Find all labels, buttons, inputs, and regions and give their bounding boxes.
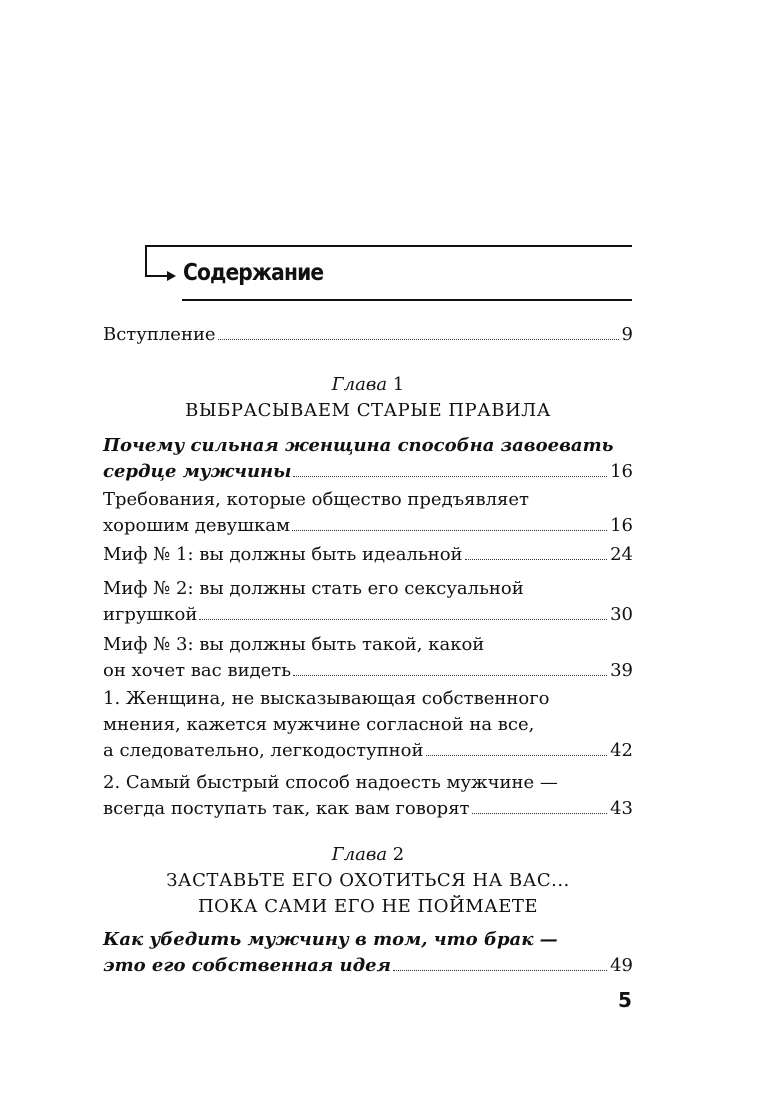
toc-entry-text: Вступление — [103, 324, 216, 345]
toc-page-number: 24 — [610, 544, 633, 565]
leader-dots — [199, 619, 607, 620]
toc-entry: Требования, которые общество предъявляет хорошим девушкам 16 — [103, 487, 633, 539]
chapter-title: ПОКА САМИ ЕГО НЕ ПОЙМАЕТЕ — [197, 896, 539, 917]
leader-dots — [293, 476, 607, 477]
toc-entry: Миф № 3: вы должны быть такой, какой он хочет вас видеть 39 — [103, 632, 633, 684]
toc-entry: Как убедить мужчину в том, что брак — это его собственная идея 49 — [103, 927, 633, 979]
toc-page-number: 39 — [610, 660, 633, 681]
toc-entry: 2. Самый быстрый способ надоесть мужчине — всегда поступать так, как вам говорят 43 — [103, 770, 633, 822]
header-corner-rule — [145, 245, 147, 276]
page-number: 5 — [618, 988, 632, 1012]
header-bottom-rule — [182, 299, 632, 301]
chapter-label: Глава 1 — [331, 374, 405, 395]
leader-dots — [218, 339, 619, 340]
toc-page-number: 30 — [610, 604, 633, 625]
toc-entry-intro — [103, 322, 633, 348]
toc-page-number: 43 — [610, 798, 633, 819]
leader-dots — [292, 530, 607, 531]
leader-dots — [465, 559, 608, 560]
header-top-rule — [145, 245, 632, 247]
chapter-1-heading — [103, 372, 633, 424]
leader-dots — [293, 675, 607, 676]
toc-page-number: 42 — [610, 740, 633, 761]
toc-page-number: 49 — [610, 955, 633, 976]
toc-entry: Миф № 1: вы должны быть идеальной 24 — [103, 542, 633, 568]
toc-page-number: 9 — [621, 324, 633, 345]
toc-entry: Почему сильная женщина способна завоевать сердце мужчины 16 — [103, 433, 633, 485]
page-title: Содержание — [183, 260, 324, 286]
arrow-right-icon — [167, 271, 176, 281]
leader-dots — [426, 755, 608, 756]
chapter-title: ВЫБРАСЫВАЕМ СТАРЫЕ ПРАВИЛА — [185, 400, 551, 421]
leader-dots — [393, 970, 607, 971]
toc-entry: Миф № 2: вы должны стать его сексуальной игрушкой 30 — [103, 576, 633, 628]
toc-entry: 1. Женщина, не высказывающая собственного мнения, кажется мужчине согласной на все, а следовательно, легкодоступной 42 — [103, 686, 633, 764]
contents-header — [145, 240, 632, 302]
toc-page-number: 16 — [610, 461, 633, 482]
toc-page-number: 16 — [610, 515, 633, 536]
chapter-label: Глава 2 — [331, 844, 405, 865]
chapter-2-heading — [103, 842, 633, 920]
leader-dots — [472, 813, 608, 814]
chapter-title: ЗАСТАВЬТЕ ЕГО ОХОТИТЬСЯ НА ВАС... — [166, 870, 570, 891]
